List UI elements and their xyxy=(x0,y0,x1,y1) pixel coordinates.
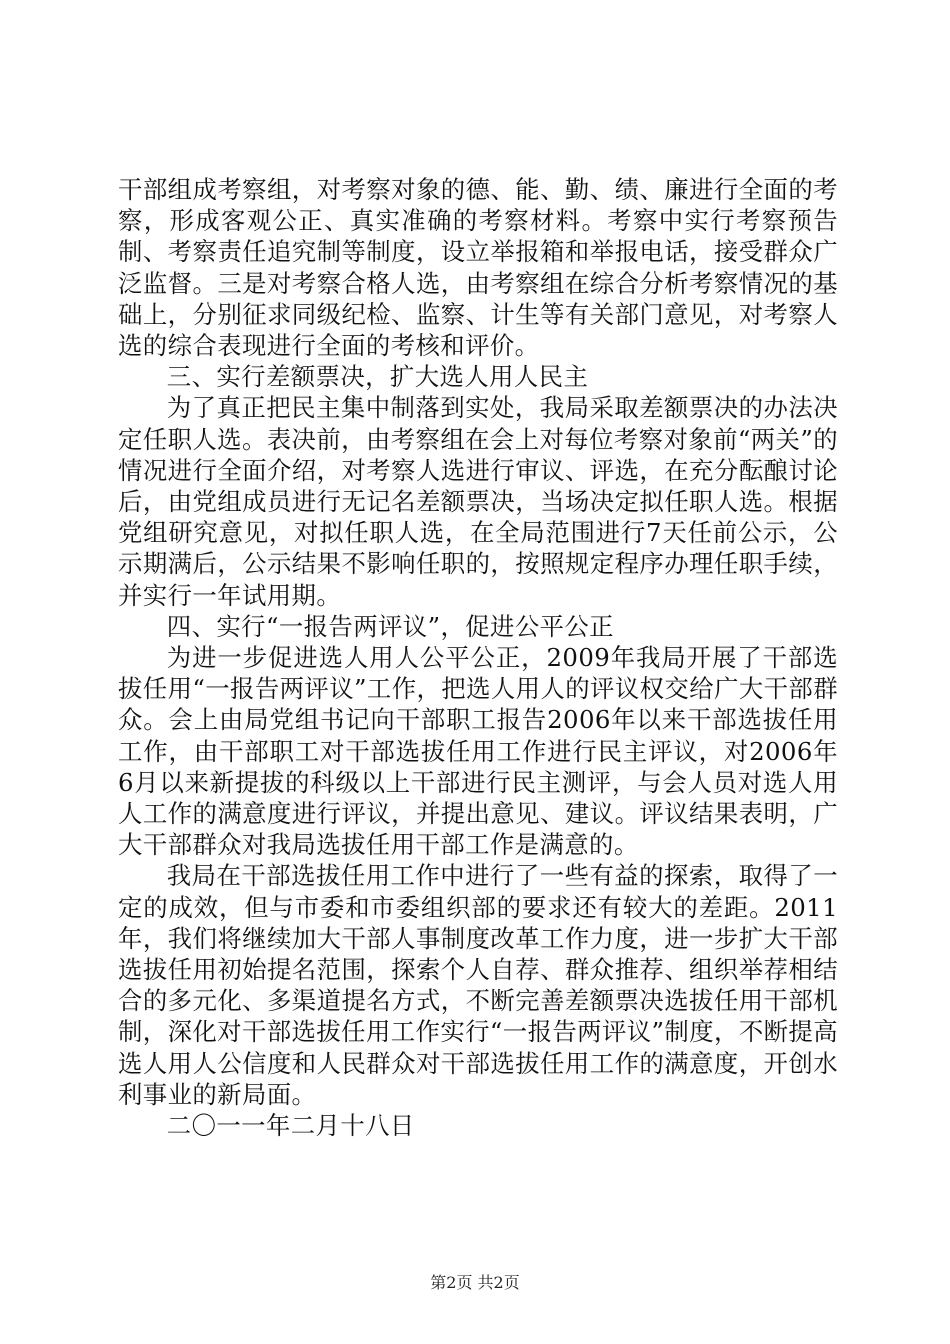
paragraph-differential-voting: 为了真正把民主集中制落到实处，我局采取差额票决的办法决定任职人选。表决前，由考察组在会上对每位考察对象前“两关”的情况进行全面介绍，对考察人选进行审议、评选，在充分酝酿讨论后，由党组成员进行无记名差额票决，当场决定拟任职人选。根据党组研究意见，对拟任职人选，在全局范围进行7天任前公示，公示期满后，公示结果不影响任职的，按照规定程序办理任职手续，并实行一年试用期。 xyxy=(118,393,838,610)
section-heading-three: 三、实行差额票决，扩大选人用人民主 xyxy=(166,362,589,392)
paragraph-conclusion: 我局在干部选拔任用工作中进行了一些有益的探索，取得了一定的成效，但与市委和市委组织部的要求还有较大的差距。2011年，我们将继续加大干部人事制度改革工作力度，进一步扩大干部选拔任用初始提名范围，探索个人自荐、群众推荐、组织举荐相结合的多元化、多渠道提名方式，不断完善差额票决选拔任用干部机制，深化对干部选拔任用工作实行“一报告两评议”制度，不断提高选人用人公信度和人民群众对干部选拔任用工作的满意度，开创水利事业的新局面。 xyxy=(118,861,838,1109)
paragraph-inspection-continued: 干部组成考察组，对考察对象的德、能、勤、绩、廉进行全面的考察，形成客观公正、真实准确的考察材料。考察中实行考察预告制、考察责任追究制等制度，设立举报箱和举报电话，接受群众广泛监督。三是对考察合格人选，由考察组在综合分析考察情况的基础上，分别征求同级纪检、监察、计生等有关部门意见，对考察人选的综合表现进行全面的考核和评价。 xyxy=(118,175,838,361)
section-heading-four: 四、实行“一报告两评议”，促进公平公正 xyxy=(166,611,614,641)
document-date: 二〇一一年二月十八日 xyxy=(166,1111,415,1141)
paragraph-report-review: 为进一步促进选人用人公平公正，2009年我局开展了干部选拔任用“一报告两评议”工作，把选人用人的评议权交给广大干部群众。会上由局党组书记向干部职工报告2006年以来干部选拔任用工作，由干部职工对干部选拔任用工作进行民主评议，对2006年6月以来新提拔的科级以上干部进行民主测评，与会人员对选人用人工作的满意度进行评议，并提出意见、建议。评议结果表明，广大干部群众对我局选拔任用干部工作是满意的。 xyxy=(118,643,838,860)
document-body xyxy=(118,174,838,1141)
page-number-footer: 第2页 共2页 xyxy=(430,1273,520,1292)
